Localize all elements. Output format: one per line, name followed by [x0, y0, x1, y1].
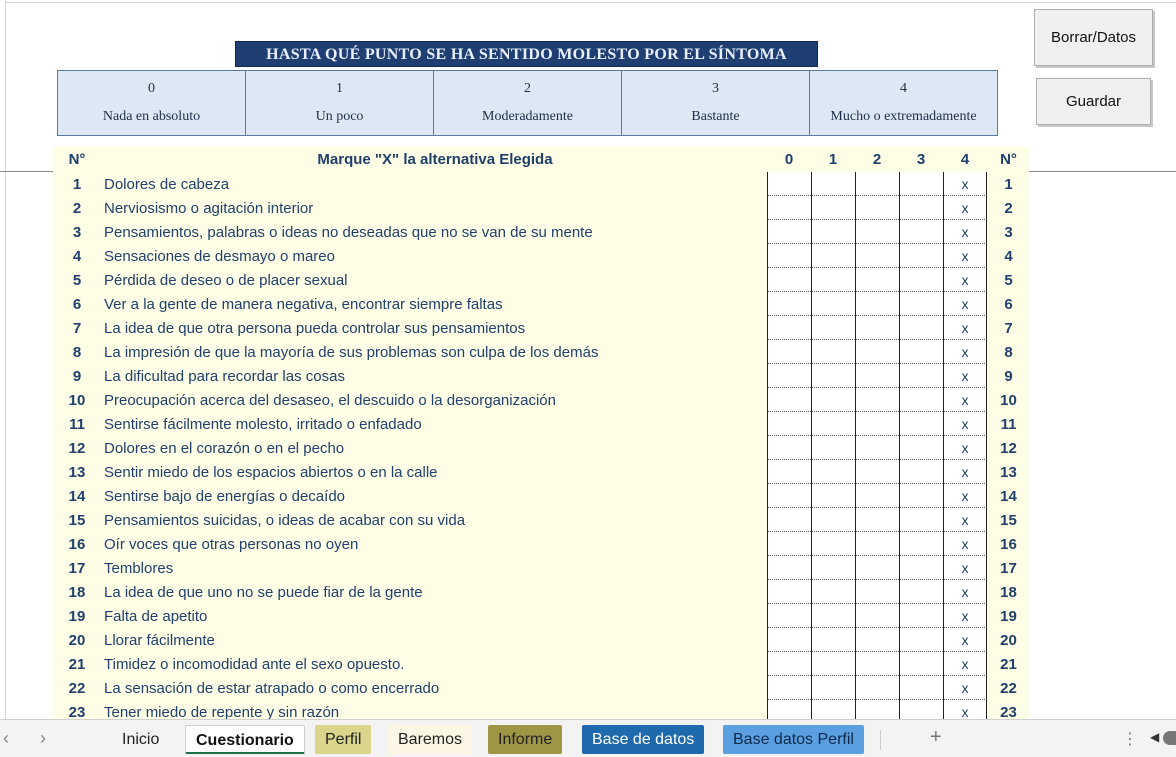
answer-cell-1[interactable]: [811, 340, 855, 364]
answer-cell-3[interactable]: [899, 244, 943, 268]
answer-cell-0[interactable]: [767, 628, 811, 652]
answer-cell-2[interactable]: [855, 556, 899, 580]
header-option-0: 0: [784, 151, 794, 168]
table-header-row: [53, 147, 1029, 172]
answer-cell-3[interactable]: [899, 196, 943, 220]
scale-number: 0: [148, 81, 155, 96]
answer-cell-1[interactable]: [811, 364, 855, 388]
item-text: Timidez o incomodidad ante el sexo opuesto.: [104, 656, 405, 673]
answer-cell-0[interactable]: [767, 292, 811, 316]
tab-base-datos-perfil[interactable]: Base datos Perfil: [723, 725, 864, 754]
item-text: Temblores: [104, 560, 174, 577]
answer-cell-0[interactable]: [767, 508, 811, 532]
header-title: Marque "X" la alternativa Elegida: [317, 151, 553, 168]
table-row: [53, 268, 1029, 292]
item-number-right: 13: [1000, 464, 1017, 481]
tab-cuestionario[interactable]: Cuestionario: [185, 725, 305, 754]
header-option-4: 4: [960, 151, 970, 168]
item-text: Dolores en el corazón o en el pecho: [104, 440, 345, 457]
answer-cell-3[interactable]: [899, 604, 943, 628]
answer-cell-3[interactable]: [899, 412, 943, 436]
table-row: [53, 196, 1029, 220]
item-number: 1: [72, 176, 82, 193]
item-number-right: 4: [1004, 248, 1013, 265]
scale-number: 3: [712, 81, 719, 96]
tab-baremos[interactable]: Baremos: [388, 725, 472, 754]
header-option-1: 1: [828, 151, 838, 168]
item-text: Preocupación acerca del desaseo, el descuido o la desorganización: [104, 392, 556, 409]
item-number: 23: [68, 704, 86, 719]
answer-cell-2[interactable]: [855, 172, 899, 196]
sheet-tab-bar: [0, 719, 1176, 757]
scale-label: Moderadamente: [482, 109, 573, 124]
answer-cell-0[interactable]: [767, 460, 811, 484]
table-row: [53, 604, 1029, 628]
answer-cell-4[interactable]: x: [943, 196, 987, 220]
answer-cell-1[interactable]: [811, 268, 855, 292]
item-number: 16: [68, 536, 86, 553]
answer-cell-4[interactable]: x: [943, 292, 987, 316]
chevron-left-icon[interactable]: ‹: [3, 728, 9, 748]
answer-cell-1[interactable]: [811, 292, 855, 316]
item-number-right: 7: [1004, 320, 1013, 337]
scale-label: Mucho o extremadamente: [830, 109, 977, 124]
chevron-right-icon[interactable]: ›: [40, 728, 46, 748]
item-number-right: 21: [1000, 656, 1017, 673]
answer-cell-4[interactable]: x: [943, 364, 987, 388]
item-number: 10: [68, 392, 86, 409]
answer-cell-3[interactable]: [899, 652, 943, 676]
header-number-right: N°: [1000, 151, 1017, 168]
item-text: Oír voces que otras personas no oyen: [104, 536, 359, 553]
answer-cell-4[interactable]: x: [943, 340, 987, 364]
answer-cell-2[interactable]: [855, 220, 899, 244]
item-text: Sentir miedo de los espacios abiertos o en la calle: [104, 464, 438, 481]
answer-cell-2[interactable]: [855, 364, 899, 388]
answer-cell-1[interactable]: [811, 244, 855, 268]
answer-cell-1[interactable]: [811, 484, 855, 508]
answer-cell-4[interactable]: x: [943, 604, 987, 628]
table-row: [53, 484, 1029, 508]
tab-perfil[interactable]: Perfil: [315, 725, 371, 754]
item-text: La sensación de estar atrapado o como encerrado: [104, 680, 440, 697]
item-text: La dificultad para recordar las cosas: [104, 368, 345, 385]
scale-label: Nada en absoluto: [102, 109, 201, 124]
tab-base-de-datos[interactable]: Base de datos: [582, 725, 704, 754]
questionnaire-table: [53, 147, 1029, 719]
answer-cell-3[interactable]: [899, 436, 943, 460]
answer-cell-3[interactable]: [899, 484, 943, 508]
answer-cell-4[interactable]: x: [943, 172, 987, 196]
scale-option-4: [810, 71, 997, 135]
answer-cell-1[interactable]: [811, 196, 855, 220]
answer-cell-4[interactable]: x: [943, 388, 987, 412]
answer-cell-4[interactable]: x: [943, 316, 987, 340]
answer-cell-0[interactable]: [767, 652, 811, 676]
table-row: [53, 436, 1029, 460]
item-number-right: 18: [1000, 584, 1017, 601]
tab-informe[interactable]: Informe: [488, 725, 562, 754]
item-number-right: 6: [1004, 296, 1013, 313]
table-row: [53, 364, 1029, 388]
answer-cell-1[interactable]: [811, 508, 855, 532]
item-number: 19: [68, 608, 86, 625]
answer-cell-0[interactable]: [767, 196, 811, 220]
item-number-right: 20: [1000, 632, 1017, 649]
answer-cell-2[interactable]: [855, 484, 899, 508]
item-number-right: 2: [1004, 200, 1013, 217]
answer-cell-2[interactable]: [855, 268, 899, 292]
item-number-right: 19: [1000, 608, 1017, 625]
item-number: 7: [72, 320, 82, 337]
answer-cell-3[interactable]: [899, 316, 943, 340]
answer-cell-0[interactable]: [767, 268, 811, 292]
instruction-banner: HASTA QUÉ PUNTO SE HA SENTIDO MOLESTO POR EL SÍNTOMA: [235, 41, 818, 67]
scale-option-2: [434, 71, 622, 135]
item-number: 11: [69, 416, 85, 433]
table-row: [53, 340, 1029, 364]
answer-cell-2[interactable]: [855, 340, 899, 364]
answer-cell-3[interactable]: [899, 700, 943, 719]
item-number-right: 22: [1000, 680, 1017, 697]
answer-cell-0[interactable]: [767, 604, 811, 628]
item-text: Nerviosismo o agitación interior: [104, 200, 314, 217]
answer-cell-0[interactable]: [767, 676, 811, 700]
item-number: 22: [68, 680, 86, 697]
item-text: La idea de que uno no se puede fiar de la gente: [104, 584, 423, 601]
answer-cell-4[interactable]: x: [943, 220, 987, 244]
table-row: [53, 460, 1029, 484]
answer-cell-1[interactable]: [811, 172, 855, 196]
plus-icon[interactable]: +: [930, 726, 942, 748]
answer-cell-2[interactable]: [855, 676, 899, 700]
item-text: Pensamientos suicidas, o ideas de acabar con su vida: [104, 512, 466, 529]
answer-cell-4[interactable]: x: [943, 244, 987, 268]
tab-divider: [880, 730, 881, 750]
answer-cell-2[interactable]: [855, 436, 899, 460]
header-option-2: 2: [872, 151, 882, 168]
rating-scale: [57, 70, 998, 136]
answer-cell-2[interactable]: [855, 196, 899, 220]
answer-cell-0[interactable]: [767, 244, 811, 268]
answer-cell-4[interactable]: x: [943, 556, 987, 580]
item-number: 2: [72, 200, 82, 217]
answer-cell-3[interactable]: [899, 580, 943, 604]
scale-label: Bastante: [691, 109, 740, 124]
answer-cell-3[interactable]: [899, 388, 943, 412]
item-number: 12: [68, 440, 86, 457]
answer-cell-2[interactable]: [855, 460, 899, 484]
item-number: 17: [68, 560, 86, 577]
row-header-edge: [0, 0, 6, 719]
item-number: 13: [68, 464, 86, 481]
answer-cell-0[interactable]: [767, 172, 811, 196]
answer-cell-4[interactable]: x: [943, 268, 987, 292]
table-row: [53, 316, 1029, 340]
table-row: [53, 220, 1029, 244]
item-number-right: 23: [1000, 704, 1017, 719]
answer-cell-3[interactable]: [899, 628, 943, 652]
table-row: [53, 556, 1029, 580]
horizontal-scrollbar[interactable]: [1163, 731, 1176, 745]
answer-cell-0[interactable]: [767, 388, 811, 412]
table-row: [53, 580, 1029, 604]
table-row: [53, 676, 1029, 700]
item-text: Sentirse bajo de energías o decaído: [104, 488, 346, 505]
answer-cell-4[interactable]: x: [943, 412, 987, 436]
answer-cell-2[interactable]: [855, 700, 899, 719]
guardar-button[interactable]: Guardar: [1036, 78, 1151, 125]
table-row: [53, 628, 1029, 652]
borrar-datos-button[interactable]: Borrar/Datos: [1034, 9, 1153, 66]
answer-cell-2[interactable]: [855, 412, 899, 436]
item-text: Pérdida de deseo o de placer sexual: [104, 272, 348, 289]
answer-cell-1[interactable]: [811, 460, 855, 484]
item-text: Sensaciones de desmayo o mareo: [104, 248, 335, 265]
answer-cell-1[interactable]: [811, 676, 855, 700]
answer-cell-3[interactable]: [899, 220, 943, 244]
item-number-right: 5: [1004, 272, 1013, 289]
answer-cell-0[interactable]: [767, 436, 811, 460]
scale-option-3: [622, 71, 810, 135]
answer-cell-3[interactable]: [899, 508, 943, 532]
answer-cell-2[interactable]: [855, 316, 899, 340]
answer-cell-2[interactable]: [855, 508, 899, 532]
table-row: [53, 700, 1029, 719]
answer-cell-3[interactable]: [899, 460, 943, 484]
answer-cell-2[interactable]: [855, 580, 899, 604]
table-row: [53, 508, 1029, 532]
table-row: [53, 532, 1029, 556]
answer-cell-0[interactable]: [767, 532, 811, 556]
item-number-right: 1: [1004, 176, 1013, 193]
item-number: 9: [72, 368, 82, 385]
item-number: 21: [68, 656, 86, 673]
item-text: La impresión de que la mayoría de sus problemas son culpa de los demás: [104, 344, 599, 361]
item-text: Ver a la gente de manera negativa, encontrar siempre faltas: [104, 296, 503, 313]
answer-cell-1[interactable]: [811, 580, 855, 604]
item-number-right: 8: [1004, 344, 1013, 361]
answer-cell-4[interactable]: x: [943, 580, 987, 604]
answer-cell-4[interactable]: x: [943, 676, 987, 700]
scale-number: 4: [900, 81, 907, 96]
item-number: 6: [72, 296, 82, 313]
answer-cell-3[interactable]: [899, 556, 943, 580]
item-number: 20: [68, 632, 86, 649]
answer-cell-3[interactable]: [899, 364, 943, 388]
answer-cell-0[interactable]: [767, 316, 811, 340]
scale-number: 2: [524, 81, 531, 96]
answer-cell-1[interactable]: [811, 556, 855, 580]
answer-cell-3[interactable]: [899, 292, 943, 316]
answer-cell-2[interactable]: [855, 244, 899, 268]
answer-cell-1[interactable]: [811, 316, 855, 340]
answer-cell-3[interactable]: [899, 532, 943, 556]
scale-option-1: [246, 71, 434, 135]
item-text: Dolores de cabeza: [104, 176, 230, 193]
answer-cell-1[interactable]: [811, 532, 855, 556]
table-row: [53, 244, 1029, 268]
item-text: Sentirse fácilmente molesto, irritado o enfadado: [104, 416, 422, 433]
column-header-edge: [0, 0, 1176, 3]
item-number-right: 3: [1004, 224, 1013, 241]
item-number-right: 9: [1004, 368, 1013, 385]
header-option-3: 3: [916, 151, 926, 168]
answer-cell-1[interactable]: [811, 700, 855, 719]
answer-cell-0[interactable]: [767, 700, 811, 719]
table-row: [53, 652, 1029, 676]
answer-cell-3[interactable]: [899, 268, 943, 292]
answer-cell-4[interactable]: x: [943, 628, 987, 652]
item-number-right: 10: [1000, 392, 1017, 409]
item-text: Tener miedo de repente y sin razón: [104, 704, 340, 719]
table-row: [53, 292, 1029, 316]
item-number: 4: [72, 248, 82, 265]
answer-cell-0[interactable]: [767, 556, 811, 580]
table-row: [53, 172, 1029, 196]
item-text: La idea de que otra persona pueda controlar sus pensamientos: [104, 320, 526, 337]
item-text: Pensamientos, palabras o ideas no deseadas que no se van de su mente: [104, 224, 593, 241]
answer-cell-4[interactable]: x: [943, 484, 987, 508]
answer-cell-1[interactable]: [811, 628, 855, 652]
answer-cell-3[interactable]: [899, 172, 943, 196]
item-number: 18: [68, 584, 86, 601]
answer-cell-2[interactable]: [855, 604, 899, 628]
item-text: Falta de apetito: [104, 608, 208, 625]
answer-cell-4[interactable]: x: [943, 700, 987, 719]
item-number-right: 15: [1000, 512, 1017, 529]
item-number-right: 17: [1000, 560, 1017, 577]
item-number: 5: [72, 272, 82, 289]
answer-cell-3[interactable]: [899, 340, 943, 364]
item-number: 8: [72, 344, 82, 361]
scale-label: Un poco: [315, 109, 364, 124]
item-number-right: 16: [1000, 536, 1017, 553]
answer-cell-0[interactable]: [767, 484, 811, 508]
answer-cell-1[interactable]: [811, 220, 855, 244]
item-number-right: 11: [1000, 416, 1017, 433]
table-row: [53, 388, 1029, 412]
answer-cell-1[interactable]: [811, 388, 855, 412]
answer-cell-4[interactable]: x: [943, 460, 987, 484]
item-number: 14: [68, 488, 86, 505]
answer-cell-1[interactable]: [811, 652, 855, 676]
scroll-left-icon[interactable]: ◀: [1150, 730, 1160, 744]
item-number-right: 12: [1000, 440, 1017, 457]
header-number: N°: [68, 151, 86, 168]
item-text: Llorar fácilmente: [104, 632, 215, 649]
item-number: 15: [68, 512, 86, 529]
answer-cell-2[interactable]: [855, 652, 899, 676]
answer-cell-4[interactable]: x: [943, 652, 987, 676]
tab-inicio[interactable]: Inicio: [112, 725, 169, 754]
answer-cell-2[interactable]: [855, 388, 899, 412]
table-row: [53, 412, 1029, 436]
answer-cell-4[interactable]: x: [943, 436, 987, 460]
answer-cell-4[interactable]: x: [943, 532, 987, 556]
answer-cell-0[interactable]: [767, 220, 811, 244]
answer-cell-0[interactable]: [767, 580, 811, 604]
more-vertical-icon[interactable]: ⋮: [1122, 731, 1138, 748]
answer-cell-1[interactable]: [811, 412, 855, 436]
answer-cell-0[interactable]: [767, 364, 811, 388]
answer-cell-4[interactable]: x: [943, 508, 987, 532]
item-number-right: 14: [1000, 488, 1017, 505]
answer-cell-2[interactable]: [855, 628, 899, 652]
answer-cell-1[interactable]: [811, 604, 855, 628]
scale-option-0: [58, 71, 246, 135]
scale-number: 1: [336, 81, 343, 96]
answer-cell-0[interactable]: [767, 340, 811, 364]
answer-cell-0[interactable]: [767, 412, 811, 436]
answer-cell-3[interactable]: [899, 676, 943, 700]
answer-cell-2[interactable]: [855, 292, 899, 316]
answer-cell-1[interactable]: [811, 436, 855, 460]
answer-cell-2[interactable]: [855, 532, 899, 556]
item-number: 3: [72, 224, 82, 241]
